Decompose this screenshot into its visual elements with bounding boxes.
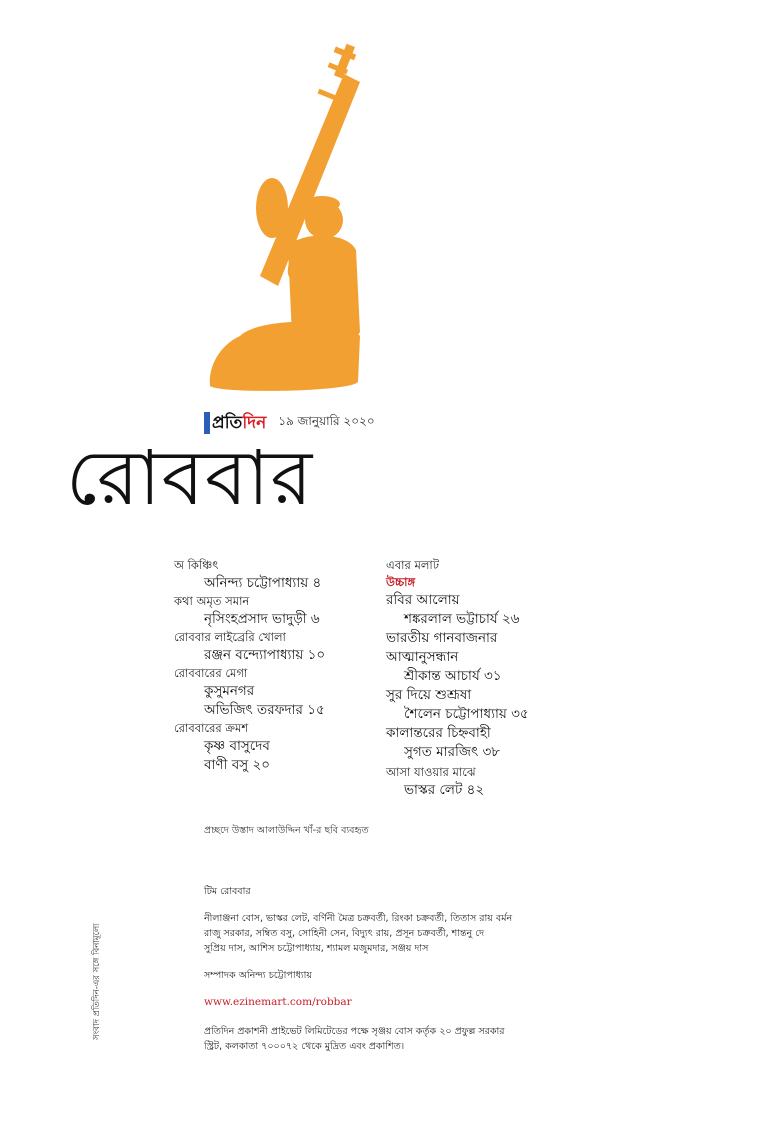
toc-entry: অনিন্দ্য চট্টোপাধ্যায় ৪ — [204, 575, 322, 591]
toc-entry-author: শঙ্করলাল ভট্টাচার্য ২৬ — [404, 611, 520, 627]
website-link[interactable]: www.ezinemart.com/robbar — [204, 996, 352, 1008]
cover-story-label: উচ্চাঙ্গ — [386, 575, 416, 589]
masthead-top — [204, 412, 375, 434]
toc-entry: কুসুমনগর — [204, 683, 255, 699]
toc-right-column — [386, 557, 571, 800]
logo-text — [212, 412, 266, 434]
editor-line: সম্পাদক অনিন্দ্য চট্টোপাধ্যায় — [204, 970, 313, 981]
team-members-line: সুপ্রিয় দাস, আশিস চট্টোপাধ্যায়, শ্যামল মজুমদার, সঞ্জয় দাস — [204, 943, 429, 954]
cover-credit: প্রচ্ছদে উস্তাদ আলাউদ্দিন খাঁ-র ছবি ব্যবহৃত — [204, 825, 369, 836]
logo-suffix: দিন — [242, 413, 267, 433]
toc-entry: অভিজিৎ তরফদার ১৫ — [204, 702, 325, 718]
toc-section: আসা যাওয়ার মাঝে — [386, 765, 476, 779]
toc-entry-title: রবির আলোয় — [386, 592, 460, 608]
publisher-line: স্ট্রিট, কলকাতা ৭০০০৭২ থেকে মুদ্রিত এবং প্রকাশিত। — [204, 1041, 405, 1052]
toc-entry-author: শৈলেন চট্টোপাধ্যায় ৩৫ — [404, 706, 529, 722]
logo-bar-icon — [204, 412, 210, 434]
free-supplement-note: সংবাদ প্রতিদিন-এর সঙ্গে বিনামূল্যে — [92, 923, 102, 1040]
toc-entry: কৃষ্ণ বাসুদেব — [204, 738, 270, 754]
toc-section: এবার মলাট — [386, 558, 440, 572]
logo-prefix: প্রতি — [212, 413, 243, 433]
toc-entry-title: কালান্তরের চিহ্নবাহী — [386, 725, 491, 741]
team-credits — [204, 884, 644, 1054]
toc-entry-title: ভারতীয় গানবাজনার আত্মানুসন্ধান — [386, 630, 498, 665]
toc-entry-title: সুর দিয়ে শুশ্রূষা — [386, 687, 472, 703]
pratidin-logo — [204, 412, 266, 434]
toc-entry-author: সুগত মারজিৎ ৩৮ — [404, 744, 501, 760]
issue-date: ১৯ জানুয়ারি ২০২০ — [278, 414, 375, 428]
publisher-line: প্রতিদিন প্রকাশনী প্রাইভেট লিমিটেডের পক্ষে সৃঞ্জয় বোস কর্তৃক ২০ প্রফুল্ল সরকার — [204, 1026, 505, 1037]
toc-entry: বাণী বসু ২০ — [204, 757, 271, 773]
team-members-line: রাজু সরকার, সম্বিত বসু, সোহিনী সেন, বিদ্যুৎ রায়, প্রসূন চক্রবর্তী, শান্তনু দে — [204, 928, 485, 939]
team-label: টিম রোববার — [204, 886, 251, 897]
toc-left-column — [174, 557, 359, 775]
toc-section: কথা অমৃত সমান — [174, 594, 250, 608]
sitar-player-icon — [200, 36, 360, 396]
toc-entry: রঞ্জন বন্দ্যোপাধ্যায় ১০ — [204, 647, 326, 663]
toc-entry: ভাস্কর লেট ৪২ — [404, 782, 485, 798]
toc-entry: নৃসিংহপ্রসাদ ভাদুড়ী ৬ — [204, 611, 320, 627]
toc-section: রোববার লাইব্রেরি খোলা — [174, 630, 286, 644]
toc-section: অ কিঞ্চিৎ — [174, 558, 219, 572]
team-members-line: নীলাঞ্জনা বোস, ভাস্কর লেট, বর্ণিনী মৈত্র চক্রবর্তী, রিংকা চক্রবর্তী, তিতাস রায় বর্মন — [204, 913, 513, 924]
toc-entry-author: শ্রীকান্ত আচার্য ৩১ — [404, 668, 502, 684]
toc-section: রোববারের মেগা — [174, 666, 248, 680]
magazine-title: রোববার — [66, 433, 314, 522]
toc-section: রোববারের ক্রমশ — [174, 721, 249, 735]
